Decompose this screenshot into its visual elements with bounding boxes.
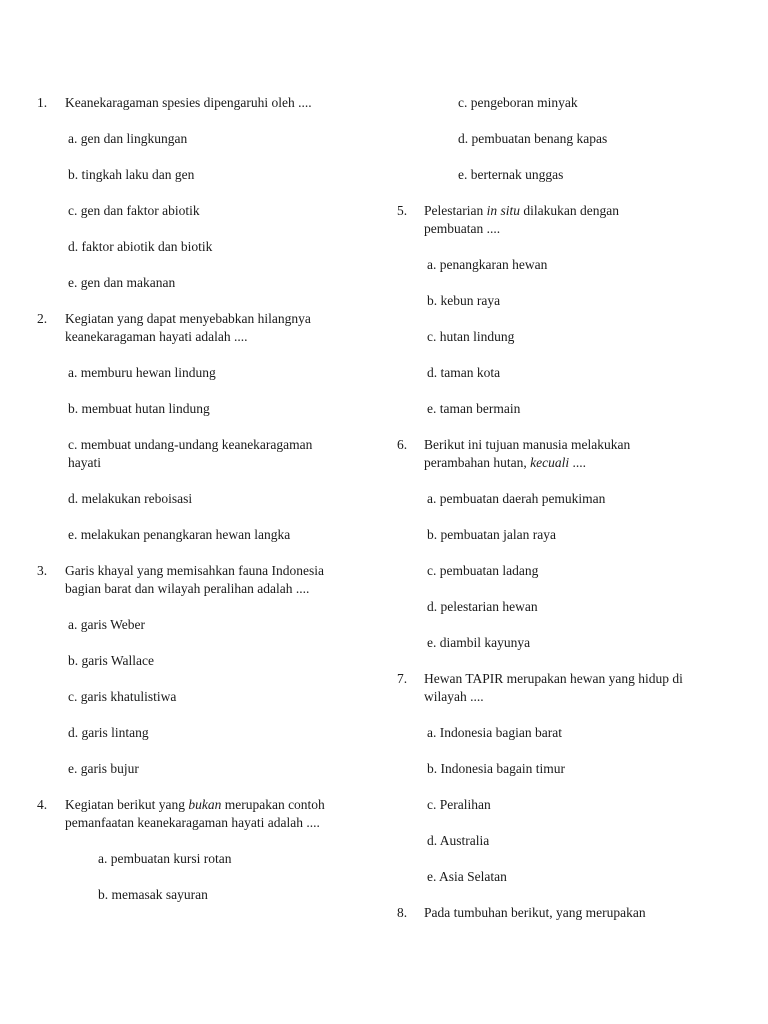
question-5-number: 5. bbox=[397, 203, 408, 218]
question-6-option-c: c. pembuatan ladang bbox=[427, 563, 539, 578]
question-5-option-b: b. kebun raya bbox=[427, 293, 501, 308]
question-2-number: 2. bbox=[37, 311, 48, 326]
question-2-text-line1: Kegiatan yang dapat menyebabkan hilangnya bbox=[65, 311, 311, 326]
question-1-option-c: c. gen dan faktor abiotik bbox=[68, 203, 200, 218]
question-6-option-b: b. pembuatan jalan raya bbox=[427, 527, 556, 542]
question-3-option-a: a. garis Weber bbox=[68, 617, 146, 632]
question-6-text-post: .... bbox=[569, 455, 586, 470]
question-2-option-d: d. melakukan reboisasi bbox=[68, 491, 193, 506]
question-2-option-c: c. membuat undang-undang keanekaragaman bbox=[68, 437, 313, 452]
question-3-number: 3. bbox=[37, 563, 48, 578]
question-5-text-line1 bbox=[424, 202, 619, 220]
question-7-option-d: d. Australia bbox=[427, 833, 490, 848]
question-4-text-emphasis: bukan bbox=[188, 797, 222, 812]
question-5-option-d: d. taman kota bbox=[427, 365, 501, 380]
question-5-option-c: c. hutan lindung bbox=[427, 329, 515, 344]
question-4-option-b: b. memasak sayuran bbox=[98, 887, 208, 902]
question-1-option-a: a. gen dan lingkungan bbox=[68, 131, 188, 146]
question-2-option-c-line2: hayati bbox=[68, 455, 101, 470]
question-7-option-e: e. Asia Selatan bbox=[427, 869, 507, 884]
question-6-option-d: d. pelestarian hewan bbox=[427, 599, 538, 614]
question-6-text-emphasis: kecuali bbox=[530, 455, 570, 470]
question-7-text-line2: wilayah .... bbox=[424, 689, 484, 704]
question-5-text-line2: pembuatan .... bbox=[424, 221, 501, 236]
question-2-option-e: e. melakukan penangkaran hewan langka bbox=[68, 527, 291, 542]
question-1-text: Keanekaragaman spesies dipengaruhi oleh .... bbox=[65, 95, 312, 110]
question-6-text-line2 bbox=[424, 454, 586, 472]
question-6-number: 6. bbox=[397, 437, 408, 452]
question-1-number: 1. bbox=[37, 95, 48, 110]
question-7-number: 7. bbox=[397, 671, 408, 686]
question-1-option-b: b. tingkah laku dan gen bbox=[68, 167, 195, 182]
question-5-option-a: a. penangkaran hewan bbox=[427, 257, 548, 272]
question-3-option-d: d. garis lintang bbox=[68, 725, 149, 740]
question-1-option-d: d. faktor abiotik dan biotik bbox=[68, 239, 213, 254]
question-3-option-e: e. garis bujur bbox=[68, 761, 139, 776]
question-3-option-b: b. garis Wallace bbox=[68, 653, 155, 668]
question-8-text-line1: Pada tumbuhan berikut, yang merupakan bbox=[424, 905, 646, 920]
question-4-number: 4. bbox=[37, 797, 48, 812]
question-3-option-c: c. garis khatulistiwa bbox=[68, 689, 177, 704]
question-7-option-c: c. Peralihan bbox=[427, 797, 491, 812]
question-4-option-d: d. pembuatan benang kapas bbox=[458, 131, 608, 146]
question-6-text-pre: perambahan hutan, bbox=[424, 455, 531, 470]
question-4-text-pre: Kegiatan berikut yang bbox=[65, 797, 189, 812]
question-8-number: 8. bbox=[397, 905, 408, 920]
question-4-text-line2: pemanfaatan keanekaragaman hayati adalah .... bbox=[65, 815, 320, 830]
question-2-option-a: a. memburu hewan lindung bbox=[68, 365, 216, 380]
question-5-text-emphasis: in situ bbox=[486, 203, 520, 218]
question-4-option-c: c. pengeboran minyak bbox=[458, 95, 578, 110]
question-6-option-e: e. diambil kayunya bbox=[427, 635, 531, 650]
question-3-text-line2: bagian barat dan wilayah peralihan adalah .... bbox=[65, 581, 310, 596]
question-7-option-b: b. Indonesia bagain timur bbox=[427, 761, 565, 776]
question-3-text-line1: Garis khayal yang memisahkan fauna Indonesia bbox=[65, 563, 325, 578]
question-7-option-a: a. Indonesia bagian barat bbox=[427, 725, 562, 740]
question-4-option-e: e. berternak unggas bbox=[458, 167, 564, 182]
question-7-text-line1: Hewan TAPIR merupakan hewan yang hidup di bbox=[424, 671, 683, 686]
question-6-text-line1: Berikut ini tujuan manusia melakukan bbox=[424, 437, 631, 452]
question-4-option-a: a. pembuatan kursi rotan bbox=[98, 851, 232, 866]
question-5-option-e: e. taman bermain bbox=[427, 401, 521, 416]
question-5-text-post: dilakukan dengan bbox=[520, 203, 619, 218]
question-6-option-a: a. pembuatan daerah pemukiman bbox=[427, 491, 606, 506]
question-2-option-b: b. membuat hutan lindung bbox=[68, 401, 210, 416]
question-4-text-post: merupakan contoh bbox=[221, 797, 325, 812]
question-1-option-e: e. gen dan makanan bbox=[68, 275, 176, 290]
question-5-text-pre: Pelestarian bbox=[424, 203, 487, 218]
question-2-text-line2: keanekaragaman hayati adalah .... bbox=[65, 329, 248, 344]
